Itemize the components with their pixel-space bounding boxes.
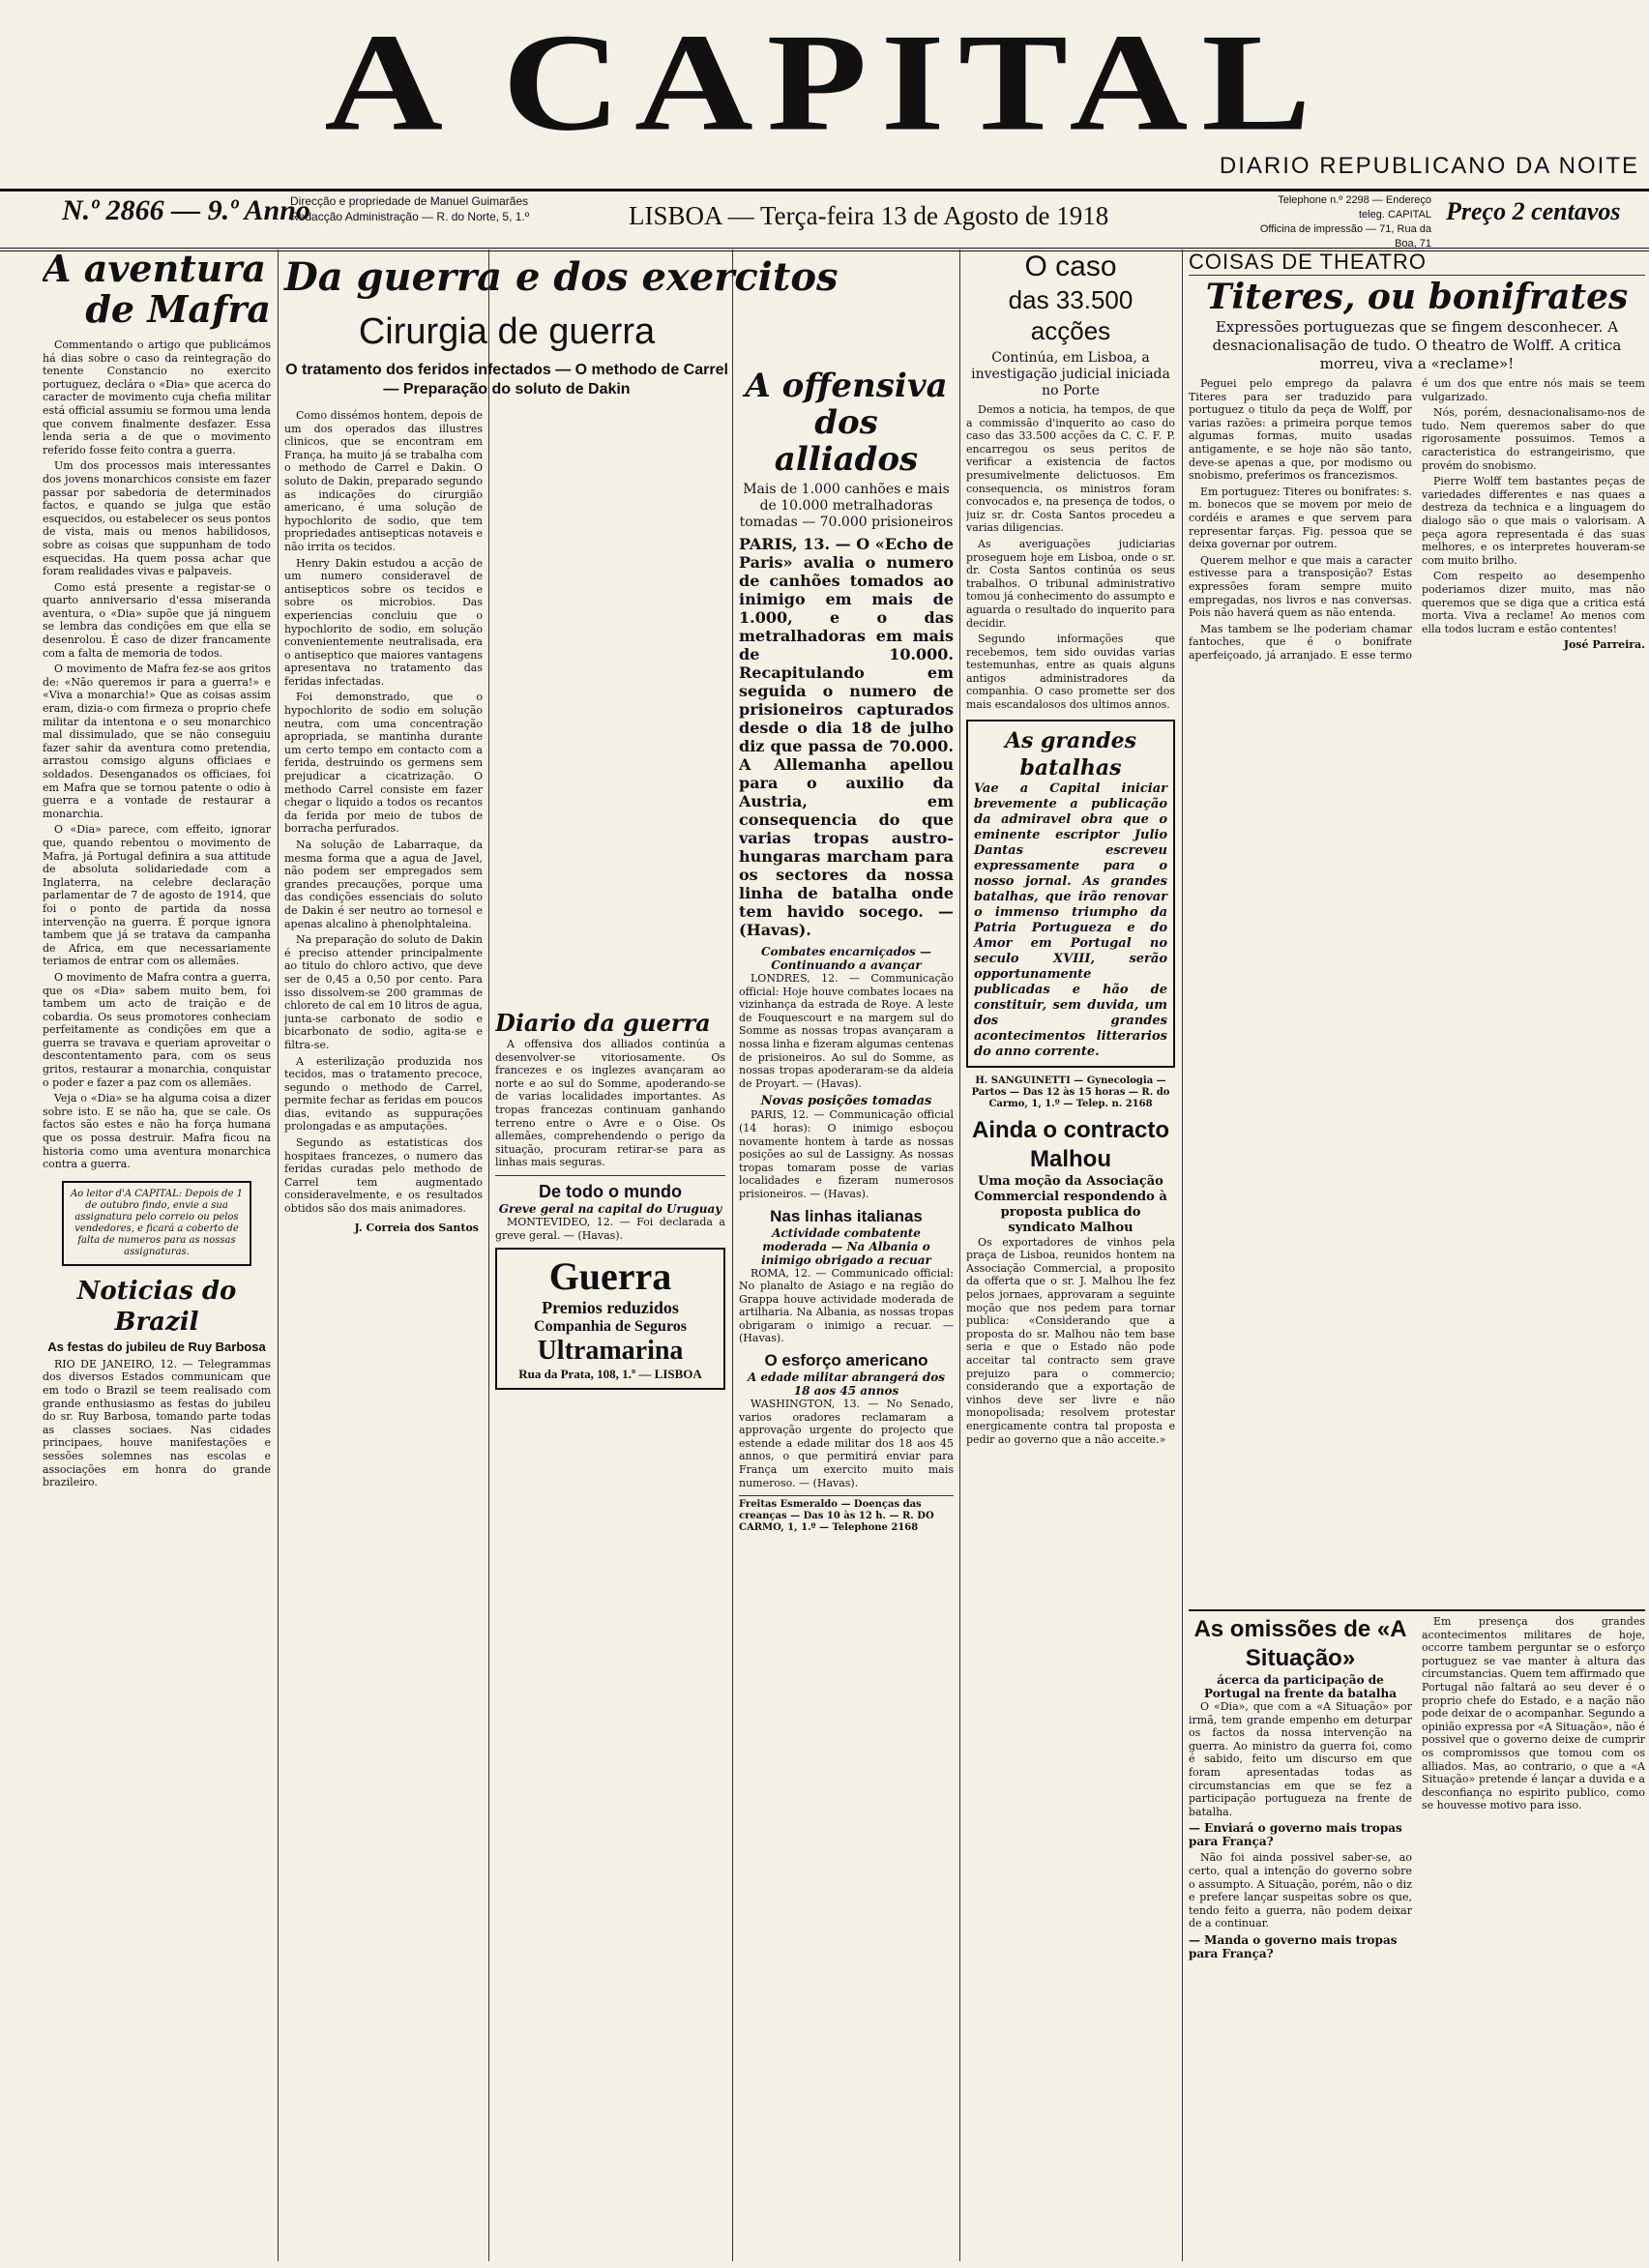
telephone-line: Telephone n.º 2298 — Endereço teleg. CAPITAL: [1278, 194, 1431, 221]
ad-address: Rua da Prata, 108, 1.º — LISBOA: [518, 1367, 702, 1382]
subhead: Novas posições tomadas: [760, 1094, 932, 1109]
issue-number: N.º 2866 — 9.º Anno: [62, 194, 310, 226]
headline-brazil: Noticias do Brazil: [76, 1276, 237, 1337]
paragraph: Na solução de Labarraque, da mesma forma que a agua de Javel, não podem ser empregados sem grandes precauções, porque uma das condições essenciais do soluto de Dakin é ser neutro ao tornesol e apenas alcalino à phenolphtaleina.: [284, 839, 483, 930]
article-case: [966, 403, 1175, 712]
article-text: [739, 1398, 954, 1489]
article-text: [739, 1267, 954, 1346]
deck-offensive: Mais de 1.000 canhões e mais de 10.000 metralhadoras tomadas — 70.000 prisioneiros: [739, 482, 954, 530]
headline-offensive: A offensiva dos alliados: [745, 368, 948, 479]
deck-malhou: Uma moção da Associação Commercial respondendo à proposta publica do syndicato Malhou: [974, 1173, 1167, 1235]
signature: J. Correia dos Santos: [354, 1221, 479, 1234]
headline-mafra-2: de Mafra: [85, 287, 271, 331]
column-rule: [1182, 250, 1183, 2261]
signature: José Parreira.: [1563, 638, 1645, 652]
paragraph: Na preparação do soluto de Dakin é preciso attender principalmente ao titulo do chloro activo, que deve ser de 0,45 a 0,50 por cento. Para isso dissolvem-se 200 grammas de chloreto de cal em 10 litros de agua, junta-se carbonato de sodio e bicarbonato de sodio, agita-se e filtra-se.: [284, 933, 483, 1051]
article-brazil: [43, 1358, 271, 1489]
deck-surgery: O tratamento dos feridos infectados — O methodo de Carrel — Preparação do soluto de Dakin: [285, 362, 728, 398]
column-1: [43, 250, 271, 2261]
ad-title: Guerra: [548, 1254, 672, 1299]
lead-offensive: PARIS, 13. — O «Echo de Paris» avalia o numero de canhões tomados ao inimigo em mais de 1.000, e o das metralhadoras em mais de 10.000. Recapitulando em seguida o numero de prisioneiros capturados desde o dia 18 de julho diz que passa de 70.000. A Allemanha apellou para o auxilio da Austria, em consequencia do que varias tropas austro-hungaras marcham para os sectores da nossa linha de batalha onde tem havido socego. — (Havas).: [739, 535, 954, 939]
paragraph: Peguei pelo emprego da palavra Titeres para ser traduzido para portuguez o titulo da peça de Wolff, por varias razões: a primeira porque temos algumas formas, muito usadas antigamente, e se hoje não são tanto, deve-se apenas a que, por modismo ou snobismo, preferimos os francezismos.: [1189, 377, 1412, 483]
newspaper-subtitle: DIARIO REPUBLICANO DA NOITE: [1219, 153, 1639, 179]
headline-diario: Diario da guerra: [495, 1009, 711, 1037]
paragraph: Veja o «Dia» se ha alguma coisa a dizer sobre isto. E se não ha, que se cale. Os factos são estes e não ha força humana que os possa destruir. Mafra ficou na historia como uma aventura monarchica contra a guerra.: [43, 1092, 271, 1171]
ad-company: Ultramarina: [537, 1336, 684, 1367]
paragraph: ROMA, 12. — Communicado official: No planalto de Asiago e na região do Grappa houve actividade moderada de artilharia. Na Albania, as nossas tropas obrigaram o inimigo a recuar. — (Havas).: [739, 1266, 954, 1345]
subhead-world: Greve geral na capital do Uruguay: [498, 1201, 722, 1216]
omissoes-continued: [1422, 1615, 1645, 1963]
doctor-ad: Freitas Esmeraldo — Doenças das creanças — Das 10 às 12 h. — R. DO CARMO, 1, 1.º — Telephone 2168: [739, 1495, 954, 1534]
article-titeres: [1189, 377, 1645, 1605]
paragraph: Um dos processos mais interessantes dos jovens monarchicos consiste em fazer passar por sabedoria de determinados factos, e quando se julga que estão esquecidos, ou estabelecer os seus pontos de vista, mais ou menos habilidosos, sobre as coisas que suppunham de todo esquecidas. Ha quem possa achar que foram realidades vivas e palpaveis.: [43, 459, 271, 578]
article-omissoes: [1189, 1700, 1412, 1818]
paragraph: Foi demonstrado, que o hypochlorito de sodio em solução neutra, com uma concentração apropriada, se mantinha durante um certo tempo em contacto com a ferida, destruindo os germens sem prejudicar a cicatrização. O methodo Carrel consiste em fazer chegar o liquido a todos os recantos da ferida por meio de tubos de borracha perfurados.: [284, 691, 483, 836]
article-mafra: [43, 339, 271, 1171]
column-rule: [959, 250, 960, 2261]
battles-text: Vae a Capital iniciar brevemente a publicação da admiravel obra que o eminente escriptor Julio Dantas escreveu expressamente para o nosso jornal. As grandes batalhas, que irão renovar o immenso triumpho da Patria Portugueza e do Amor em Portugal no seculo XVIII, serão opportunamente publicadas e hão de constituir, sem duvida, um dos grandes acontecimentos litterarios do anno corrente.: [974, 781, 1167, 1059]
headline-case-2: das 33.500 acções: [1008, 285, 1134, 345]
paragraph: LONDRES, 12. — Communicação official: Hoje houve combates locaes na vizinhança da estrada de Roye. A leste de Fouquescourt e na margem sul do Somme as nossas tropas avançaram a nossa linha e fizeram algumas centenas de prisioneiros. Ao sul do Somme, as nossas tropas apoderaram-se da aldeia de Proyart. — (Havas).: [739, 972, 954, 1090]
ad-line: Companhia de Seguros: [534, 1318, 687, 1336]
battles-box: [966, 720, 1175, 1068]
column-3: [739, 368, 954, 2261]
editorial-address: Redacção Administração — R. do Norte, 5, 1.º: [290, 210, 530, 223]
issue-date: LISBOA — Terça-feira 13 de Agosto de 1918: [629, 201, 1109, 230]
paragraph: O «Dia» parece, com effeito, ignorar que, quando rebentou o movimento de Mafra, já Portugal definira a sua attitude de absoluta solidariedade com a Inglaterra, na celebre declaração parlamentar de 7 de agosto de 1914, que foi o ponto de partida da nossa intervenção na guerra. É porque ignora tambem que já se tratava da campanha de Africa, em que necessariamente teriamos de entrar com os allemães.: [43, 823, 271, 968]
battles-title: As grandes batalhas: [1004, 727, 1137, 781]
article-malhou: [966, 1236, 1175, 1447]
paragraph: Os exportadores de vinhos pela praça de Lisboa, reunidos hontem na Associação Commercial, a proposito da offerta que o sr. J. Malhou lhe fez pelos jornaes, approvaram a seguinte moção que nos pedem para tornar publica: «Considerando que a proposta do sr. Malhou não tem base seria e que o Estado não pode acceitar tal contracto sem grave prejuizo para o commercio; considerando que a exportação de vinhos deve ser livre e não monopolisada; resolvem protestar energicamente contra tal proposta e pedir ao governo que a não acceite.»: [966, 1235, 1175, 1446]
print-shop-line: Officina de impressão — 71, Rua da Boa, 71: [1259, 223, 1431, 250]
subhead: Actividade combatente moderada — Na Albania o inimigo obrigado a recuar: [761, 1225, 931, 1267]
contact-info: [1257, 193, 1431, 251]
article-text: [739, 1108, 954, 1200]
subhead-brazil: As festas do jubileu de Ruy Barbosa: [47, 1339, 266, 1354]
ad-line: Premios reduzidos: [542, 1298, 679, 1318]
deck-titeres: Expressões portuguezas que se fingem desconhecer. A desnacionalisação de tudo. O theatro de Wolff. A critica morreu, viva a «reclame»!: [1212, 318, 1622, 372]
paragraph: PARIS, 12. — Communicação official (14 horas): O inimigo esboçou novamente hontem à tarde as nossas posições ao sul de Lassigny. As nossas tropas tomaram posse de varias localidades e fizeram numerosos prisioneiros. — (Havas).: [739, 1108, 954, 1200]
paragraph: Nós, porém, desnacionalisamo-nos de tudo. Nem queremos saber do que rigorosamente possuimos. Temos a caracteristica do estrangeirismo, que provém do snobismo.: [1422, 406, 1645, 472]
column-4: [966, 250, 1175, 2261]
masthead: [0, 0, 1649, 179]
omissoes-block: [1189, 1615, 1412, 1963]
column-rule: [278, 250, 279, 2261]
article-diario: [495, 1038, 725, 1169]
paragraph: Pierre Wolff tem bastantes peças de variedades differentes e nas quaes a destreza da technica e a linguagem do dialogo são o que mais o valorisam. A peça agora representada é das suas melhores, e os interpretes houveram-se com muito brilho.: [1422, 475, 1645, 567]
paragraph: WASHINGTON, 13. — No Senado, varios oradores reclamaram a approvação urgente do projecto que estende a edade militar dos 18 aos 45 annos, o que permitirá enviar para França um exercito muito mais numeroso. — (Havas).: [739, 1398, 954, 1489]
subhead: Combates encarniçados — Continuando a avançar: [761, 945, 931, 972]
paragraph: Como dissémos hontem, depois de um dos operados das illustres clinicos, que se encontram em França, ha muito já se trabalha com o methodo de Carrel e Dakin. O soluto de Dakin, preparado segundo as indicações do cirurgião americano, é uma solução de hypochlorito de sodio, que tem propriedades antisepticas notaveis e não irrita os tecidos.: [284, 409, 483, 553]
headline-case: O caso: [1024, 250, 1117, 282]
publisher-info: [290, 193, 529, 224]
paragraph: Não foi ainda possivel saber-se, ao certo, qual a intenção do governo sobre o assumpto. A Situação, porém, não o diz e prefere lançar suspeitas sobre os que, tendo feito a guerra, não podem deixar de a continuar.: [1189, 1851, 1412, 1930]
subhead: A edade militar abrangerá dos 18 aos 45 annos: [747, 1370, 946, 1399]
headline-malhou: Ainda o contracto Malhou: [971, 1116, 1169, 1172]
paragraph: Em presença dos grandes acontecimentos militares de hoje, occorre tambem perguntar se o esforço portuguez se vae manter à altura das circumstancias. Quem tem affirmado que Portugal não faltará ao seu dever é o proprio chefe do Estado, e a nação não pode deixar de o acompanhar. Segundo a opinião expressa por «A Situação», não é possivel que o governo deixe de cumprir os compromissos que tomou com os alliados. Mas, ao contrario, o que a «A Situação» pretende é lançar a duvida e a desconfiança no espirito publico, como se houvesse motivo para isso.: [1422, 1615, 1645, 1812]
headline-mafra-1: A aventura: [43, 250, 267, 290]
paragraph: Como está presente a registar-se o quarto anniversario d'essa miseranda aventura, o «Dia» supõe que já ninguem se lembra das condições em que ella se desenrolou. É caso de dizer francamente com a falta de memoria de todos.: [43, 580, 271, 660]
headline-american: O esforço americano: [764, 1351, 928, 1370]
paragraph: Henry Dakin estudou a acção de um numero consideravel de antisepticos sobre os tecidos e sobre os microbios. Das experiencias concluiu que o hypochlorito de sodio, em solução convenientemente neutralisada, era o antiseptico que maiores vantagens apresentava no tratamento das feridas infectadas.: [284, 556, 483, 688]
article-omissoes-2: [1189, 1851, 1412, 1930]
column-rule: [732, 250, 733, 2261]
paragraph: A esterilização produzida nos tecidos, mas o tratamento precoce, segundo o methodo de Carrel, permite fechar as feridas em poucos dias, evitando as suppurações prolongadas e as amputações.: [284, 1054, 483, 1134]
paragraph: Commentando o artigo que publicámos há dias sobre o caso da reintegração do tenente Constancio no exercito portuguez, declára o «Dia» que acerca do caracter de movimento cuja chefia militar está official assumiu se formou uma lenda que convem finalmente desfazer. Essa lenda seria a de que o movimento referido fosse feito contra a guerra.: [43, 339, 271, 457]
paragraph: O movimento de Mafra fez-se aos gritos de: «Não queremos ir para a guerra!» e «Viva a monarchia!» Que as coisas assim eram, dizia-o com firmeza o proprio chefe militar da intentona e o seu monarchico mal dissimulado, que se não conseguiu fazer sahir da aventura como pretendia, arrastou comsigo alguns officiaes e soldados. Desenganados os officiaes, foi em Mafra que se tornou patente o odio à guerra e a vontade de restaurar a monarchia.: [43, 663, 271, 820]
headline-omissoes: As omissões de «A Situação»: [1193, 1616, 1407, 1671]
section-theatre: COISAS DE THEATRO: [1189, 250, 1645, 276]
paragraph: MONTEVIDEO, 12. — Foi declarada a greve geral. — (Havas).: [495, 1215, 725, 1242]
newspaper-title: A CAPITAL: [324, 5, 1325, 160]
question: — Manda o governo mais tropas para França?: [1189, 1932, 1398, 1960]
paragraph: RIO DE JANEIRO, 12. — Telegrammas dos diversos Estados communicam que em todo o Brazil se teem realisado com grande enthusiasmo as festas do jubileu do sr. Ruy Barbosa, tomando parte todas as classes sociaes. Nas cidades principaes, houve manifestações e sessões solemnes nas escolas e associações em honra do grande brazileiro.: [43, 1357, 271, 1489]
article-text: [739, 972, 954, 1090]
reader-notice-box: Ao leitor d'A CAPITAL: Depois de 1 de outubro findo, envie a sua assignatura pelo correio ou pelos vendedores, e ficará a coberto de falta de numeros para as nossas assignaturas.: [62, 1181, 251, 1266]
price: Preço 2 centavos: [1446, 197, 1621, 225]
direction-line: Direcção e propriedade de Manuel Guimarães: [290, 194, 529, 208]
paragraph: O «Dia», que com a «A Situação» por irmã, tem grande empenho em deturpar os factos da nossa intervenção na guerra. Ao ministro da guerra foi, como é sabido, feito um discurso em que foram apresentadas todas as circumstancias em que se fez a participação portugueza na frente de batalha.: [1189, 1700, 1412, 1818]
headline-italian: Nas linhas italianas: [770, 1206, 923, 1225]
paragraph: Querem melhor e que mais a caracter estivesse para a transposição? Estas expressões foram sempre muito empregadas, nos livros e nas conversas. Pois não haverá quem as não entenda.: [1189, 553, 1412, 620]
info-bar: [0, 189, 1649, 251]
article-surgery: [284, 409, 483, 2261]
column-2b: [495, 409, 725, 2261]
paragraph: Em portuguez: Titeres ou bonifrates: s. m. bonecos que se movem por meio de cordéis e arames e que servem para representar farças. Fig. pessoa que se deixa governar por outrem.: [1189, 485, 1412, 551]
article-world: [495, 1216, 725, 1242]
insurance-ad: [495, 1248, 725, 1390]
paragraph: Demos a noticia, ha tempos, de que a commissão d'inquerito ao caso do caso das 33.500 acções da C. C. F. P. encarregou os seus peritos de verificar a existencia de factos presumivelmente delictuosos. Em consequencia, os ministros foram convocados e, na presença de todos, o juiz sr. dr. Costa Santos procedeu a varias diligencias.: [966, 403, 1175, 535]
paragraph: Segundo as estatisticas dos hospitaes francezes, o numero das feridas curadas pelo methodo de Carrel tem augmentado consideravelmente, e os resultados obtidos são dos mais animadores.: [284, 1136, 483, 1216]
headline-world: De todo o mundo: [539, 1181, 682, 1201]
paragraph: Mas tambem se lhe poderiam chamar fantoches, que é o bonifrate aperfeiçoado, já arranjado. E esse termo é um dos que entre nós mais se teem vulgarizado.: [1189, 377, 1645, 662]
paragraph: Segundo informações que recebemos, tem sido ouvidas varias testemunhas, entre as quais alguns antigos administradores da companhia. O caso promette ser dos mais escandalosos dos ultimos annos.: [966, 633, 1175, 712]
column-5: [1189, 250, 1645, 2261]
divider: [495, 1175, 725, 1176]
headline-titeres: Titeres, ou bonifrates: [1205, 277, 1629, 317]
paragraph: O movimento de Mafra contra a guerra, que os «Dia» sabem muito bem, foi tambem um acto de traição e de cobardia. Os seus promotores conheciam perfeitamente as condições em que a guerra se travava e queriam aproveitar o descontentamento para, com os seus gritos, restaurar a monarchia, conquistar o poder e fazer a paz com os allemães.: [43, 970, 271, 1089]
question: — Enviará o governo mais tropas para França?: [1189, 1821, 1402, 1849]
deck-case: Continúa, em Lisboa, a investigação judicial iniciada no Porte: [971, 350, 1170, 398]
column-rule: [488, 250, 489, 2261]
doctor-ad: H. SANGUINETTI — Gynecologia — Partos — Das 12 às 15 horas — R. do Carmo, 1, 1.º — Telep. n. 2168: [971, 1075, 1170, 1109]
headline-war: Da guerra e dos exercitos: [284, 254, 839, 300]
paragraph: As averiguações judiciarias proseguem hoje em Lisboa, onde o sr. dr. Costa Santos continúa os seus trabalhos. O tribunal administrativo tomou já conhecimento do assumpto e aguarda o resultado do inquerito para decidir.: [966, 537, 1175, 630]
subhead-surgery: Cirurgia de guerra: [358, 311, 656, 352]
deck-omissoes: ácerca da participação de Portugal na frente da batalha: [1204, 1673, 1397, 1700]
bottom-section: [1189, 1609, 1645, 1963]
paragraph: Com respeito ao desempenho poderiamos dizer muito, mas não queremos que se diga que a critica está morta. Viva a reclame! Ao menos com ella todos lucram e estão contentes!: [1422, 570, 1645, 635]
paragraph: A offensiva dos alliados continúa a desenvolver-se vitoriosamente. Os francezes e os inglezes avançaram ao norte e ao sul do Somme, apoderando-se de varias localidades importantes. As tropas francezas continuam ganhando terreno entre o Avre e o Oise. Os allemães, comprehendendo o perigo da situação, procuram retirar-se para as linhas mais seguras.: [495, 1038, 725, 1169]
